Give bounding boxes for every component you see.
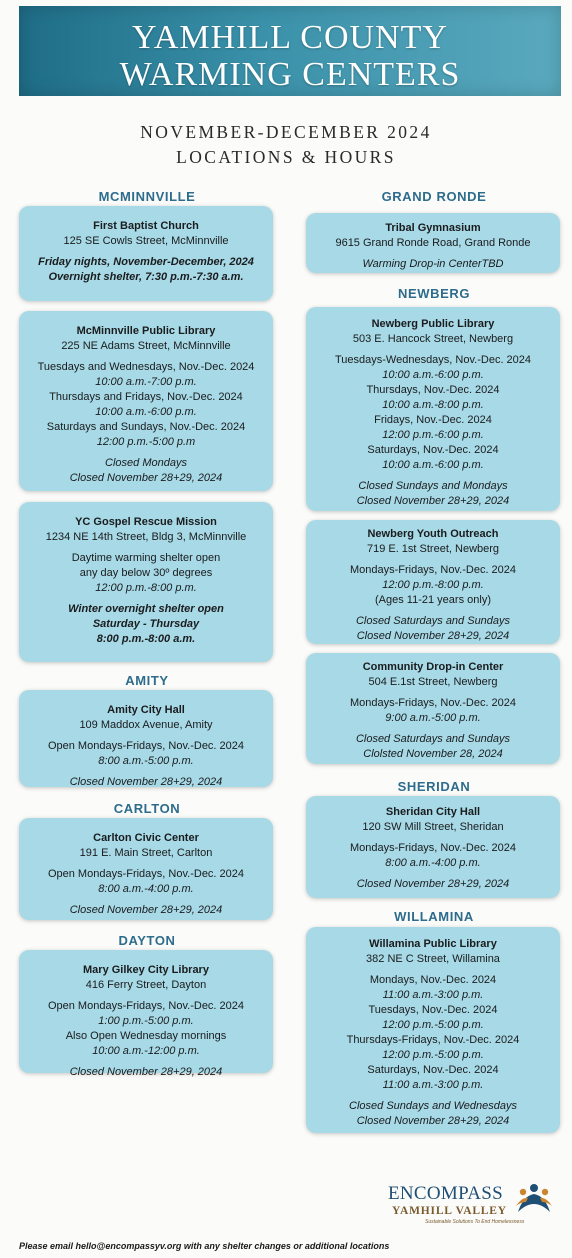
- city-heading-grand-ronde: GRAND RONDE: [381, 189, 487, 204]
- hours-line: 10:00 a.m.-7:00 p.m.: [95, 376, 197, 388]
- schedule-line: Daytime warming shelter open: [71, 552, 221, 564]
- location-card-amity-city-hall: [19, 690, 273, 787]
- schedule-line: Mondays, Nov.-Dec. 2024: [369, 974, 497, 986]
- schedule-line: Mondays-Fridays, Nov.-Dec. 2024: [349, 697, 517, 709]
- hours-line: 8:00 a.m.-4:00 p.m.: [385, 857, 481, 869]
- location-card-gospel-rescue-mission: [19, 502, 273, 662]
- hours-line: 12:00 p.m.-5:00 p.m.: [382, 1019, 484, 1031]
- location-address: 416 Ferry Street, Dayton: [85, 979, 207, 991]
- hours-line: 9:00 a.m.-5:00 p.m.: [385, 712, 481, 724]
- location-card-carlton-civic-center: [19, 818, 273, 920]
- location-name: Newberg Public Library: [371, 318, 495, 330]
- location-card-newberg-youth-outreach: [306, 520, 560, 644]
- subtitle-dates: NOVEMBER-DECEMBER 2024: [140, 122, 432, 142]
- hours-line: 11:00 a.m.-3:00 p.m.: [382, 1079, 484, 1091]
- location-name: Carlton Civic Center: [93, 832, 199, 844]
- location-name: Sheridan City Hall: [385, 806, 481, 818]
- schedule-line: Saturdays and Sundays, Nov.-Dec. 2024: [46, 421, 246, 433]
- location-address: 120 SW Mill Street, Sheridan: [362, 821, 504, 833]
- location-card-first-baptist: [19, 206, 273, 301]
- location-address: 382 NE C Street, Willamina: [366, 953, 500, 965]
- closure-line: Clolsted November 28, 2024: [363, 748, 503, 760]
- location-card-newberg-library: [306, 307, 560, 511]
- schedule-line: Winter overnight shelter open: [68, 603, 224, 615]
- location-name: Community Drop-in Center: [362, 661, 504, 673]
- closure-line: Closed Mondays: [105, 457, 187, 469]
- hours-line: 12:00 p.m.-8:00 p.m.: [382, 579, 484, 591]
- closure-line: Closed November 28+29, 2024: [356, 878, 510, 890]
- location-name: Willamina Public Library: [369, 938, 497, 950]
- location-address: 191 E. Main Street, Carlton: [79, 847, 213, 859]
- location-name: Newberg Youth Outreach: [367, 528, 499, 540]
- encompass-logo-name: ENCOMPASS: [388, 1183, 503, 1204]
- location-name: Tribal Gymnasium: [385, 222, 481, 234]
- location-address: 503 E. Hancock Street, Newberg: [352, 333, 514, 345]
- closure-line: Closed November 28+29, 2024: [356, 1115, 510, 1127]
- schedule-line: Overnight shelter, 7:30 p.m.-7:30 a.m.: [48, 271, 244, 283]
- city-heading-carlton: CARLTON: [113, 801, 181, 816]
- location-name: Mary Gilkey City Library: [83, 964, 209, 976]
- location-address: 9615 Grand Ronde Road, Grand Ronde: [335, 237, 531, 249]
- schedule-line: Fridays, Nov.-Dec. 2024: [374, 414, 492, 426]
- hours-line: 10:00 a.m.-6:00 p.m.: [382, 369, 484, 381]
- schedule-line: Mondays-Fridays, Nov.-Dec. 2024: [349, 842, 517, 854]
- schedule-line: Thursdays and Fridays, Nov.-Dec. 2024: [49, 391, 243, 403]
- location-card-willamina-library: [306, 927, 560, 1133]
- hours-line: 11:00 a.m.-3:00 p.m.: [382, 989, 484, 1001]
- city-heading-amity: AMITY: [125, 673, 169, 688]
- location-name: McMinnville Public Library: [76, 325, 216, 337]
- encompass-logo-tagline: Sustainable Solutions To End Homelessness: [425, 1219, 525, 1225]
- schedule-line: any day below 30º degrees: [79, 567, 213, 579]
- city-heading-dayton: DAYTON: [118, 933, 176, 948]
- closure-line: Closed Saturdays and Sundays: [355, 733, 511, 745]
- schedule-line: Friday nights, November-December, 2024: [38, 256, 254, 268]
- schedule-line: Mondays-Fridays, Nov.-Dec. 2024: [349, 564, 517, 576]
- closure-line: Closed November 28+29, 2024: [69, 776, 223, 788]
- closure-line: Closed November 28+29, 2024: [356, 495, 510, 507]
- encompass-logo-region: YAMHILL VALLEY: [392, 1205, 507, 1217]
- schedule-line: Saturdays, Nov.-Dec. 2024: [367, 1064, 499, 1076]
- location-address: 125 SE Cowls Street, McMinnville: [63, 235, 229, 247]
- city-heading-sheridan: SHERIDAN: [397, 779, 471, 794]
- hours-line: 10:00 a.m.-12:00 p.m.: [92, 1045, 200, 1057]
- closure-line: Closed November 28+29, 2024: [356, 630, 510, 642]
- city-heading-mcminnville: MCMINNVILLE: [98, 189, 196, 204]
- closure-line: Closed Saturdays and Sundays: [355, 615, 511, 627]
- schedule-line: Saturday - Thursday: [92, 618, 200, 630]
- location-name: First Baptist Church: [93, 220, 199, 232]
- hours-line: 10:00 a.m.-6:00 p.m.: [95, 406, 197, 418]
- city-heading-newberg: NEWBERG: [397, 286, 471, 301]
- hours-line: 8:00 a.m.-4:00 p.m.: [98, 883, 194, 895]
- hours-line: 8:00 p.m.-8:00 a.m.: [96, 633, 196, 645]
- schedule-line: Also Open Wednesday mornings: [65, 1030, 227, 1042]
- schedule-line: Open Mondays-Fridays, Nov.-Dec. 2024: [47, 1000, 245, 1012]
- hours-line: 10:00 a.m.-8:00 p.m.: [382, 399, 484, 411]
- hours-line: 12:00 p.m.-8:00 p.m.: [95, 582, 197, 594]
- location-address: 719 E. 1st Street, Newberg: [366, 543, 500, 555]
- hours-line: 8:00 a.m.-5:00 p.m.: [98, 755, 194, 767]
- schedule-line: (Ages 11-21 years only): [375, 594, 491, 606]
- schedule-line: Open Mondays-Fridays, Nov.-Dec. 2024: [47, 740, 245, 752]
- city-heading-willamina: WILLAMINA: [394, 909, 474, 924]
- schedule-line: Thursdays-Fridays, Nov.-Dec. 2024: [346, 1034, 520, 1046]
- title-banner: [19, 6, 561, 96]
- schedule-line: Tuesdays and Wednesdays, Nov.-Dec. 2024: [37, 361, 255, 373]
- hours-line: 10:00 a.m.-6:00 p.m.: [382, 459, 484, 471]
- closure-line: Closed Sundays and Mondays: [358, 480, 508, 492]
- location-card-tribal-gymnasium: [306, 213, 560, 273]
- hours-line: 12:00 p.m.-5:00 p.m: [96, 436, 196, 448]
- subtitle-locations: LOCATIONS & HOURS: [176, 147, 396, 167]
- hours-line: 12:00 p.m.-6:00 p.m.: [382, 429, 484, 441]
- location-name: YC Gospel Rescue Mission: [75, 516, 217, 528]
- schedule-line: Tuesdays, Nov.-Dec. 2024: [368, 1004, 498, 1016]
- location-card-community-drop-in: [306, 653, 560, 764]
- hours-line: 1:00 p.m.-5:00 p.m.: [98, 1015, 194, 1027]
- footer-contact-note: Please email hello@encompassyv.org with any shelter changes or additional locations: [19, 1241, 390, 1251]
- location-name: Amity City Hall: [107, 704, 185, 716]
- banner-title-line1: YAMHILL COUNTY: [132, 19, 448, 56]
- people-mark-icon: [514, 1182, 554, 1216]
- closure-line: Closed November 28+29, 2024: [69, 904, 223, 916]
- closure-line: Closed November 28+29, 2024: [69, 1066, 223, 1078]
- closure-line: Closed Sundays and Wednesdays: [349, 1100, 517, 1112]
- schedule-line: Saturdays, Nov.-Dec. 2024: [367, 444, 499, 456]
- schedule-line: Tuesdays-Wednesdays, Nov.-Dec. 2024: [334, 354, 532, 366]
- closure-line: Closed November 28+29, 2024: [69, 472, 223, 484]
- schedule-line: Warming Drop-in CenterTBD: [362, 258, 504, 270]
- schedule-line: Open Mondays-Fridays, Nov.-Dec. 2024: [47, 868, 245, 880]
- location-address: 109 Maddox Avenue, Amity: [79, 719, 213, 731]
- location-card-sheridan-city-hall: [306, 796, 560, 898]
- location-card-mcminnville-library: [19, 311, 273, 491]
- hours-line: 12:00 p.m.-5:00 p.m.: [382, 1049, 484, 1061]
- location-address: 504 E.1st Street, Newberg: [368, 676, 498, 688]
- schedule-line: Thursdays, Nov.-Dec. 2024: [366, 384, 500, 396]
- location-card-mary-gilkey-library: [19, 950, 273, 1078]
- location-address: 225 NE Adams Street, McMinnville: [61, 340, 231, 352]
- location-address: 1234 NE 14th Street, Bldg 3, McMinnville: [45, 531, 247, 543]
- banner-title-line2: WARMING CENTERS: [119, 56, 461, 93]
